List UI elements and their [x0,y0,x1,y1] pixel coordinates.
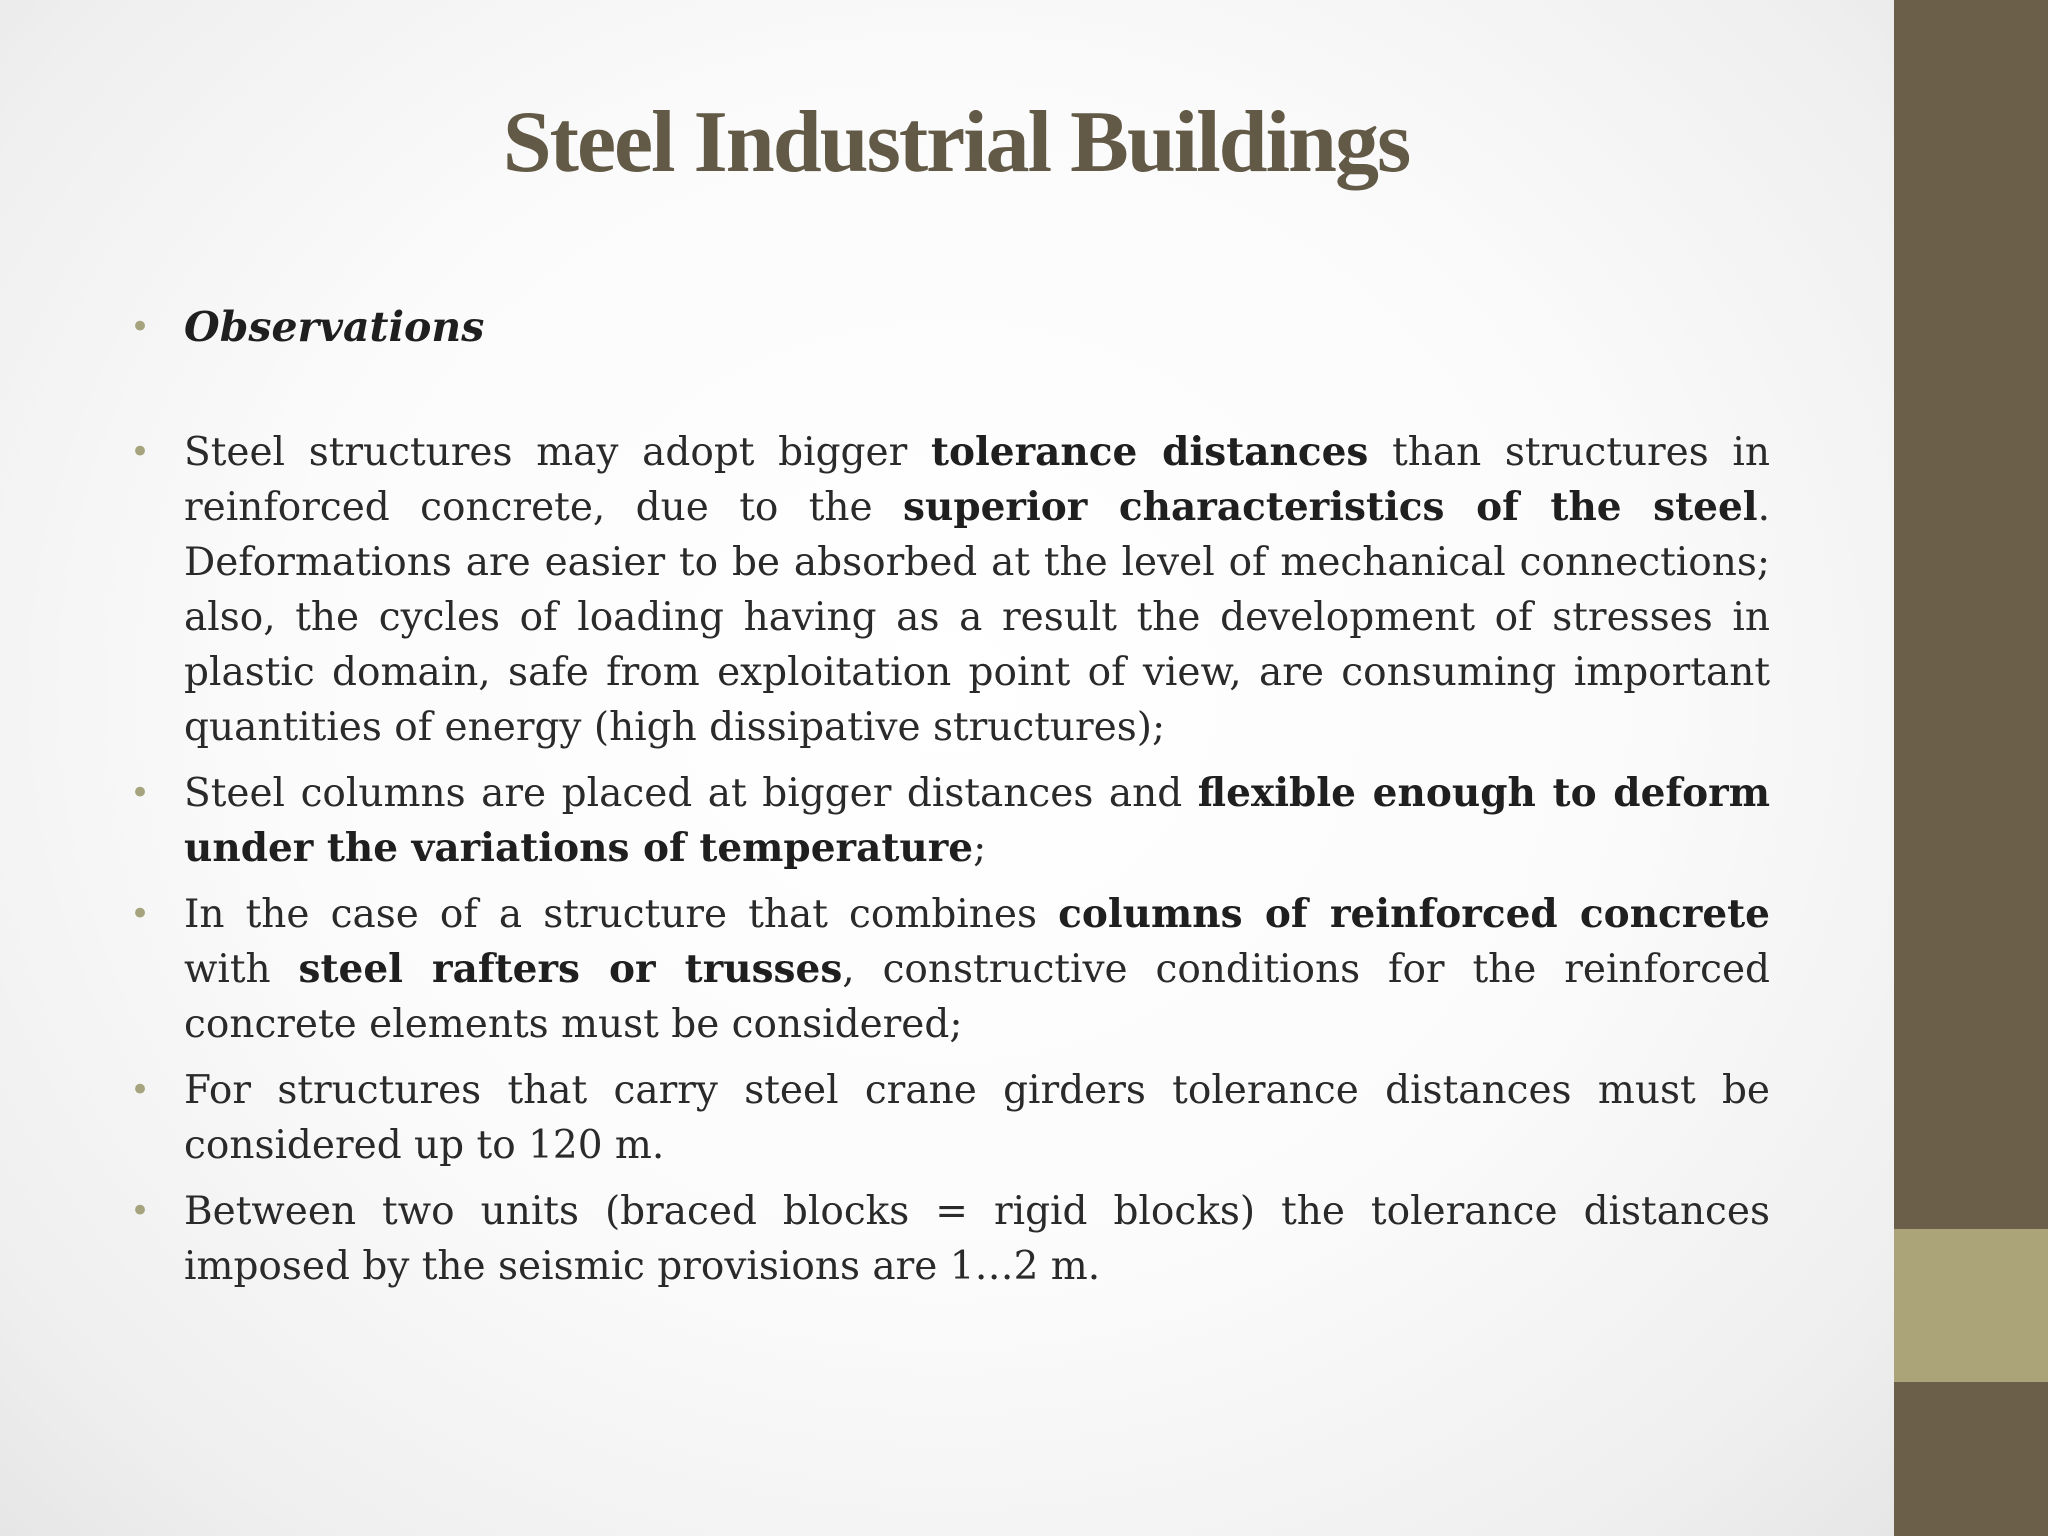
bullet-steel-columns [128,766,1770,876]
bullet-emphasis: superior characteristics of the steel [903,484,1758,530]
bullet-emphasis: steel rafters or trusses [298,946,843,992]
bullet-dot-icon: • [130,432,151,472]
bullet-combined-structure [128,887,1770,1052]
bullet-dot-icon: • [130,894,151,934]
bullet-text: For structures that carry steel crane girders tolerance distances must be considered up to 120 m. [184,1068,1770,1168]
bullet-emphasis: flexible enough to deform under the variations of temperature [184,770,1770,871]
bullet-crane-girders [128,1063,1770,1173]
bullet-text: ; [973,826,987,871]
bullet-text: . Deformations are easier to be absorbed at the level of mechanical connections; also, the cycles of loading having as a result the development of stresses in plastic domain, safe from exploitation point of view, are consuming important quantities of energy (high dissipative structures); [184,485,1770,750]
bullet-text: Between two units (braced blocks = rigid blocks) the tolerance distances imposed by the seismic provisions are 1…2 m. [184,1189,1770,1289]
bullet-dot-icon: • [130,1191,151,1231]
bullet-text: than structures in reinforced concrete, due to the [184,430,1770,530]
bullet-emphasis: columns of reinforced concrete [1058,891,1770,937]
bullet-text: with [184,947,299,992]
slide-content [128,300,1770,1305]
bullet-dot-icon: • [130,307,151,347]
slide-title: Steel Industrial Buildings [502,94,1410,191]
sidebar-accent-block [1894,1229,2048,1382]
observations-heading: Observations [184,303,485,351]
bullet-emphasis: tolerance distances [930,429,1369,475]
bullet-observations [128,300,1770,355]
bullet-text: , constructive conditions for the reinforced concrete elements must be considered; [184,947,1770,1047]
bullet-text: Steel structures may adopt bigger [184,430,931,475]
bullet-dot-icon: • [130,773,151,813]
bullet-text: Steel columns are placed at bigger distances and [184,771,1198,816]
bullet-text: In the case of a structure that combines [184,892,1059,937]
bullet-seismic-provisions [128,1184,1770,1294]
bullet-tolerance-distances [128,425,1770,755]
bullet-dot-icon: • [130,1070,151,1110]
